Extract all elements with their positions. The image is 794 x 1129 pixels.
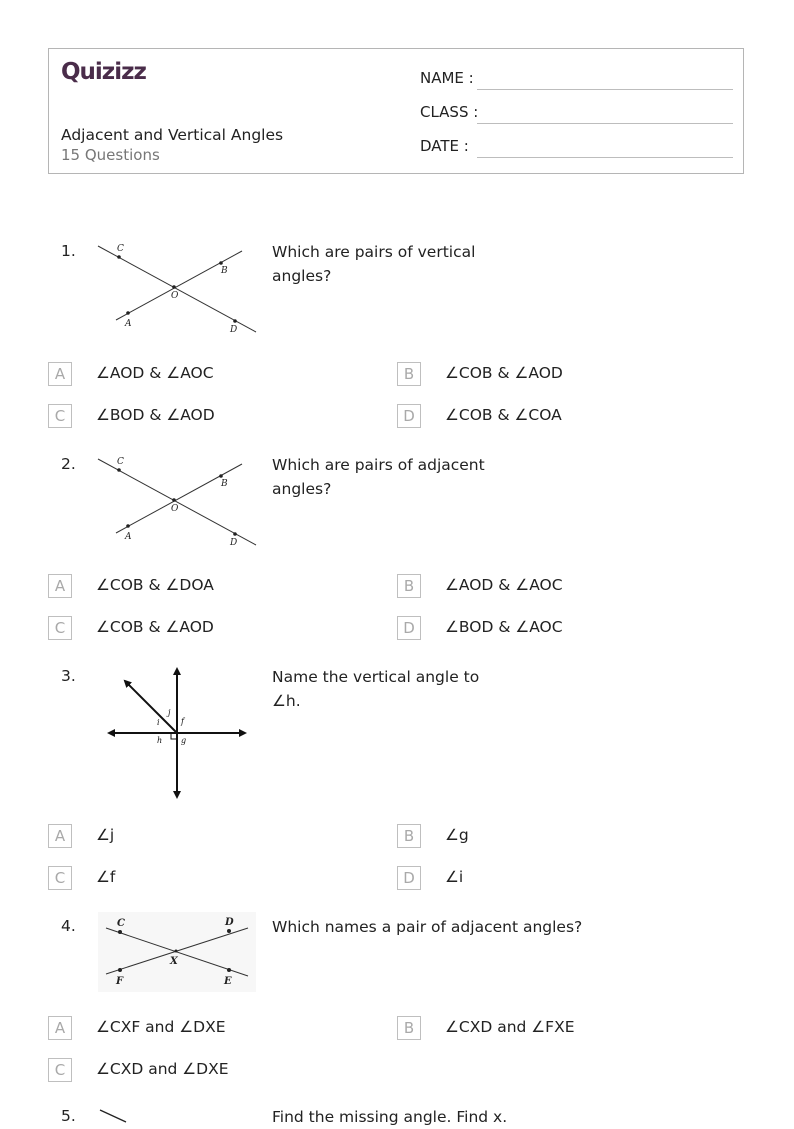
question-text: Find the missing angle. Find x. <box>272 1108 508 1126</box>
question-figure <box>98 912 256 992</box>
option-text[interactable]: ∠BOD & ∠AOC <box>445 618 563 636</box>
question-figure <box>96 240 260 338</box>
option-text[interactable]: ∠AOD & ∠AOC <box>96 364 214 382</box>
option-letter[interactable]: A <box>48 824 72 848</box>
figure-label: D <box>225 917 234 928</box>
option-text[interactable]: ∠AOD & ∠AOC <box>445 576 563 594</box>
date-label: DATE : <box>420 137 469 155</box>
option-letter[interactable]: B <box>397 1016 421 1040</box>
figure-label: j <box>168 708 171 717</box>
question-number: 1. <box>61 242 76 260</box>
figure-label: f <box>181 717 184 726</box>
question-text: Which are pairs of vertical angles? <box>272 243 476 285</box>
class-label: CLASS : <box>420 103 479 121</box>
question-number: 3. <box>61 667 76 685</box>
figure-label: E <box>224 976 232 987</box>
option-text[interactable]: ∠BOD & ∠AOD <box>96 406 215 424</box>
option-letter[interactable]: B <box>397 362 421 386</box>
question-number: 5. <box>61 1107 76 1125</box>
question-figure <box>104 664 252 802</box>
figure-label: D <box>230 325 238 335</box>
question-figure <box>98 1108 138 1123</box>
quizizz-logo <box>61 57 153 87</box>
option-text[interactable]: ∠g <box>445 826 469 844</box>
option-letter[interactable]: D <box>397 866 421 890</box>
question-figure <box>96 453 260 551</box>
figure-label: X <box>170 956 178 967</box>
option-text[interactable]: ∠j <box>96 826 115 844</box>
figure-label: D <box>230 538 238 548</box>
question-text: Which names a pair of adjacent angles? <box>272 918 583 936</box>
worksheet-title: Adjacent and Vertical Angles <box>61 126 284 144</box>
option-text[interactable]: ∠COB & ∠AOD <box>445 364 563 382</box>
question-text-line: ∠h. <box>272 692 301 710</box>
quizizz-logo-text: Quizizz <box>61 59 146 85</box>
option-letter[interactable]: C <box>48 866 72 890</box>
option-letter[interactable]: A <box>48 1016 72 1040</box>
figure-label: A <box>125 319 132 329</box>
option-letter[interactable]: A <box>48 574 72 598</box>
option-letter[interactable]: C <box>48 1058 72 1082</box>
figure-label: h <box>157 736 163 745</box>
figure-label: C <box>117 244 124 254</box>
option-text[interactable]: ∠CXD and ∠DXE <box>96 1060 229 1078</box>
option-letter[interactable]: A <box>48 362 72 386</box>
option-text[interactable]: ∠COB & ∠AOD <box>96 618 214 636</box>
option-text[interactable]: ∠i <box>445 868 464 886</box>
option-letter[interactable]: B <box>397 574 421 598</box>
option-letter[interactable]: C <box>48 404 72 428</box>
option-letter[interactable]: C <box>48 616 72 640</box>
question-number: 4. <box>61 917 76 935</box>
figure-label: A <box>125 532 132 542</box>
option-text[interactable]: ∠COB & ∠COA <box>445 406 562 424</box>
worksheet-header <box>48 48 744 174</box>
figure-label: O <box>171 504 179 514</box>
question-text: Which are pairs of adjacent angles? <box>272 456 485 498</box>
option-letter[interactable]: B <box>397 824 421 848</box>
figure-label: B <box>221 479 228 489</box>
name-label: NAME : <box>420 69 474 87</box>
figure-label: F <box>116 976 124 987</box>
figure-label: C <box>117 457 124 467</box>
question-text <box>272 665 492 713</box>
figure-label: O <box>171 291 179 301</box>
figure-label: g <box>181 736 187 745</box>
option-letter[interactable]: D <box>397 616 421 640</box>
option-text[interactable]: ∠f <box>96 868 116 886</box>
option-text[interactable]: ∠COB & ∠DOA <box>96 576 214 594</box>
date-field[interactable] <box>477 157 733 158</box>
name-field[interactable] <box>477 89 733 90</box>
figure-label: B <box>221 266 228 276</box>
question-count: 15 Questions <box>61 146 160 164</box>
question-number: 2. <box>61 455 76 473</box>
question-text-line: Name the vertical angle to <box>272 668 480 686</box>
option-text[interactable]: ∠CXD and ∠FXE <box>445 1018 575 1036</box>
option-letter[interactable]: D <box>397 404 421 428</box>
figure-label: C <box>117 918 125 929</box>
figure-label: i <box>157 718 160 727</box>
class-field[interactable] <box>477 123 733 124</box>
option-text[interactable]: ∠CXF and ∠DXE <box>96 1018 226 1036</box>
